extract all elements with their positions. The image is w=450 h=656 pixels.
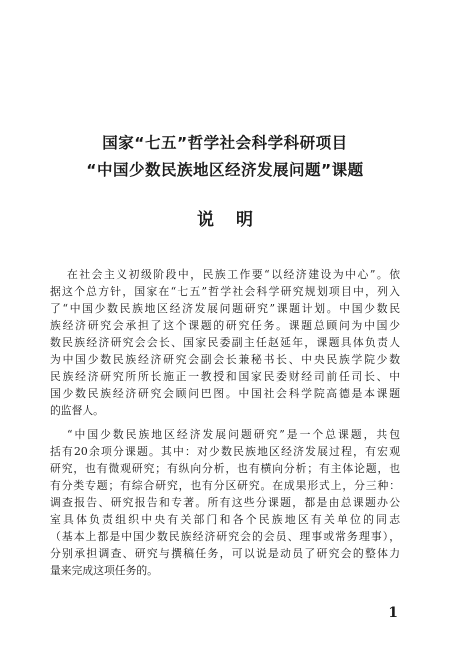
title-line-2: “中国少数民族地区经济发展问题”课题 bbox=[86, 161, 364, 179]
section-heading: 说明 bbox=[197, 210, 275, 230]
page-number: 1 bbox=[388, 605, 398, 621]
paragraph-line: （基本上都是中国少数民族经济研究会的会员、理事或常务理事）， bbox=[50, 530, 400, 543]
paragraph-line: 有分类专题；有综合研究，也有分区研究。在成果形式上，分三种： bbox=[50, 479, 400, 492]
paragraph-line: 在社会主义初级阶段中，民族工作要“以经济建设为中心”。依 bbox=[67, 268, 400, 281]
paragraph-line: 括有20余项分课题。其中：对少数民族地区经济发展过程，有宏观 bbox=[50, 445, 400, 458]
paragraph-line: 数民族经济研究会会长、国家民委副主任赵延年，课题具体负责人 bbox=[50, 336, 400, 349]
title-line-1: 国家“七五”哲学社会科学科研项目 bbox=[102, 134, 348, 152]
paragraph-line: 为中国少数民族经济研究会副会长兼秘书长、中央民族学院少数 bbox=[50, 353, 400, 366]
paragraph-line: 国少数民族经济研究会顾问巴图。中国社会科学院高德是本课题 bbox=[50, 387, 400, 400]
paragraph-line: 了“中国少数民族地区经济发展问题研究”课题计划。中国少数民 bbox=[50, 302, 400, 315]
paragraph-line: “中国少数民族地区经济发展问题研究”是一个总课题，共包 bbox=[67, 428, 400, 441]
paragraph-line: 的监督人。 bbox=[50, 404, 104, 417]
paragraph-line: 族经济研究会承担了这个课题的研究任务。课题总顾问为中国少 bbox=[50, 319, 400, 332]
paragraph-line: 研究，也有微观研究；有纵向分析，也有横向分析；有主体论题，也 bbox=[50, 462, 400, 475]
paragraph-line: 量来完成这项任务的。 bbox=[50, 564, 158, 577]
paragraph-line: 室具体负责组织中央有关部门和各个民族地区有关单位的同志 bbox=[50, 513, 400, 526]
paragraph-line: 分别承担调查、研究与撰稿任务，可以说是动员了研究会的整体力 bbox=[50, 547, 400, 560]
paragraph-line: 据这个总方针，国家在“七五”哲学社会科学研究规划项目中，列入 bbox=[50, 285, 400, 298]
paragraph-line: 调查报告、研究报告和专著。所有这些分课题，都是由总课题办公 bbox=[50, 496, 400, 509]
paragraph-line: 民族经济研究所所长施正一教授和国家民委财经司前任司长、中 bbox=[50, 370, 400, 383]
